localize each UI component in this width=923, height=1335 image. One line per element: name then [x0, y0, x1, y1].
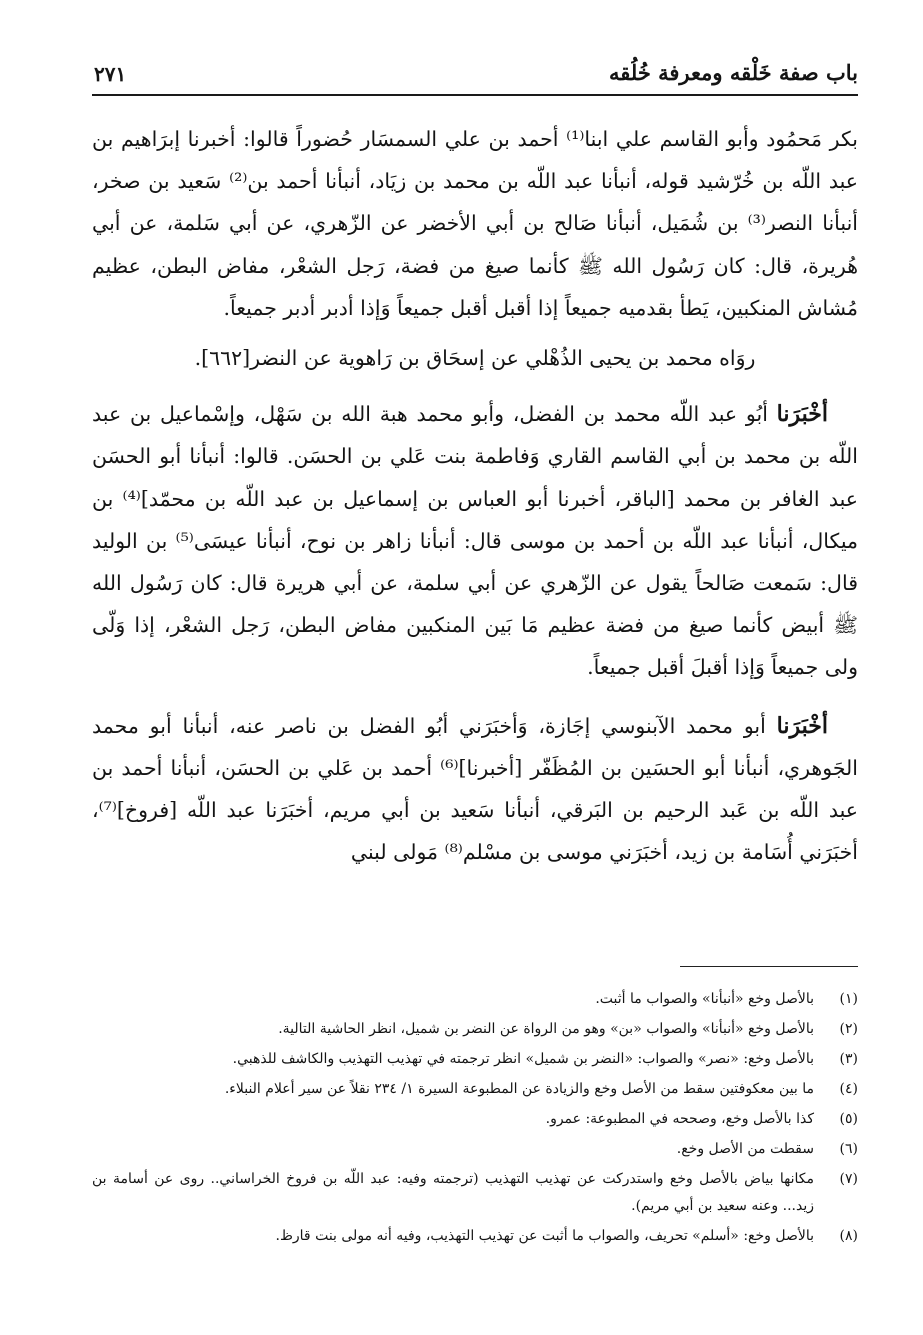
paragraph-3-text: أبُو عبد اللّه محمد بن الفضل، وأبو محمد هبة الله بن سَهْل، وإسْماعيل بن عبد اللّه بن محمد بن أبي القاسم القاري وَفاطمة بنت عَلي بن الحسَن. قالوا: أنبأنا أبو الحسَن عبد الغافر بن محمد [الباقر، أخبرنا أبو العباس بن إسماعيل بن عبد اللّه بن محمّد]⁽⁴⁾ بن ميكال، أنبأنا عبد اللّه بن أحمد بن موسى قال: أنبأنا زاهر بن نوح، أنبأنا عيسَى⁽⁵⁾ بن الوليد قال: سَمعت صَالحاً يقول عن الزّهري عن أبي سلمة، عن أبي هريرة قال: كان رَسُول الله ﷺ أبيض كأنما صيغ من فضة عظيم مَا بَين المنكبين مفاض البطن، رَجل الشعْر، إذا وَلّى ولى جميعاً وَإذا أقبلَ أقبل جميعاً.	[92, 402, 858, 680]
running-header	[92, 50, 858, 92]
paragraph-1	[92, 118, 858, 329]
footnote-item	[92, 1046, 858, 1073]
chapter-title: باب صفة خَلْقه ومعرفة خُلُقه	[608, 60, 858, 85]
footnote-number: (٨)	[839, 1228, 858, 1244]
header-divider	[92, 94, 858, 96]
footnote-number: (٣)	[839, 1051, 858, 1067]
footnote-text: ما بين معكوفتين سقط من الأصل وخع والزيادة عن المطبوعة السيرة ١/ ٢٣٤ نقلاً عن سير أعلام النبلاء.	[224, 1081, 814, 1097]
paragraph-4-text: أبو محمد الآبنوسي إجَازة، وَأخبَرَني أبُو الفضل بن ناصر عنه، أنبأنا أبو محمد الجَوهري، أنبأنا أبو الحسَين بن المُظَفّر [أخبرنا]⁽⁶⁾ أحمد بن عَلي بن الحسَن، أنبأنا أحمد بن عبد اللّه بن عَبد الرحيم بن البَرقي، أنبأنا سَعيد بن أبي مريم، أخبَرَنا عبد اللّه [فروخ]⁽⁷⁾، أخبَرَني أُسَامة بن زيد، أخبَرَني موسى بن مسْلم⁽⁸⁾ مَولى لبني	[92, 713, 858, 865]
footnote-divider	[680, 966, 858, 967]
footnote-item	[92, 1223, 858, 1250]
paragraph-3-lead: أخْبَرَنا	[776, 401, 828, 428]
footnote-text: بالأصل وخع «أنبأنا» والصواب ما أثبت.	[595, 991, 814, 1007]
paragraph-2	[92, 337, 858, 379]
footnote-number: (٦)	[839, 1141, 858, 1157]
footnote-text: بالأصل وخع: «أسلم» تحريف، والصواب ما أثبت عن تهذيب التهذيب، وفيه أنه مولى بنت قارظ.	[275, 1228, 814, 1244]
footnote-number: (٤)	[839, 1081, 858, 1097]
paragraph-3	[92, 393, 858, 688]
footnote-item	[92, 1076, 858, 1103]
footnote-number: (٥)	[839, 1111, 858, 1127]
paragraph-4	[92, 705, 858, 874]
footnote-item	[92, 1106, 858, 1133]
footnotes	[92, 986, 858, 1253]
paragraph-2-text: روَاه محمد بن يحيى الذُهْلي عن إسحَاق بن رَاهوية عن النضر[٦٦٢].	[194, 346, 756, 371]
main-text	[92, 118, 858, 873]
page-number: ٢٧١	[94, 62, 127, 86]
footnote-text: بالأصل وخع «أنبأنا» والصواب «بن» وهو من الرواة عن النضر بن شميل، انظر الحاشية التالية.	[278, 1021, 814, 1037]
footnote-text: مكانها بياض بالأصل وخع واستدركت عن تهذيب التهذيب (ترجمته وفيه: عبد اللّه بن فروخ الخراساني.. روى عن أسامة بن زيد... وعنه سعيد بن أبي مريم).	[92, 1171, 814, 1214]
footnote-number: (٧)	[839, 1171, 858, 1187]
paragraph-4-lead: أخْبَرَنا	[776, 712, 828, 739]
footnote-item	[92, 1166, 858, 1220]
paragraph-1-text: بكر مَحمُود وأبو القاسم علي ابنا⁽¹⁾ أحمد بن علي السمسَار حُضوراً قالوا: أخبرنا إبرَاهيم بن عبد اللّه بن خُرّشيد قوله، أنبأنا عبد اللّه بن محمد بن زيَاد، أنبأنا أحمد بن⁽²⁾ سَعيد بن صخر، أنبأنا النصر⁽³⁾ بن شُمَيل، أنبأنا صَالح بن أبي الأخضر عن الزّهري، عن أبي سَلمة، عن أبي هُريرة، قال: كان رَسُول الله ﷺ كأنما صيغ من فضة، رَجل الشعْر، مفاض البطن، عظيم مُشاش المنكبين، يَطأ بقدميه جميعاً إذا أقبل أقبل جميعاً وَإذا أدبر أدبر جميعاً.	[92, 127, 858, 320]
footnote-item	[92, 986, 858, 1013]
footnote-number: (١)	[839, 991, 858, 1007]
footnote-text: كذا بالأصل وخع، وصححه في المطبوعة: عمرو.	[545, 1111, 814, 1127]
footnote-item	[92, 1136, 858, 1163]
footnote-item	[92, 1016, 858, 1043]
footnote-text: سقطت من الأصل وخع.	[676, 1141, 814, 1157]
footnote-number: (٢)	[839, 1021, 858, 1037]
footnote-text: بالأصل وخع: «نصر» والصواب: «النضر بن شميل» انظر ترجمته في تهذيب التهذيب والكاشف للذهبي.	[232, 1051, 814, 1067]
